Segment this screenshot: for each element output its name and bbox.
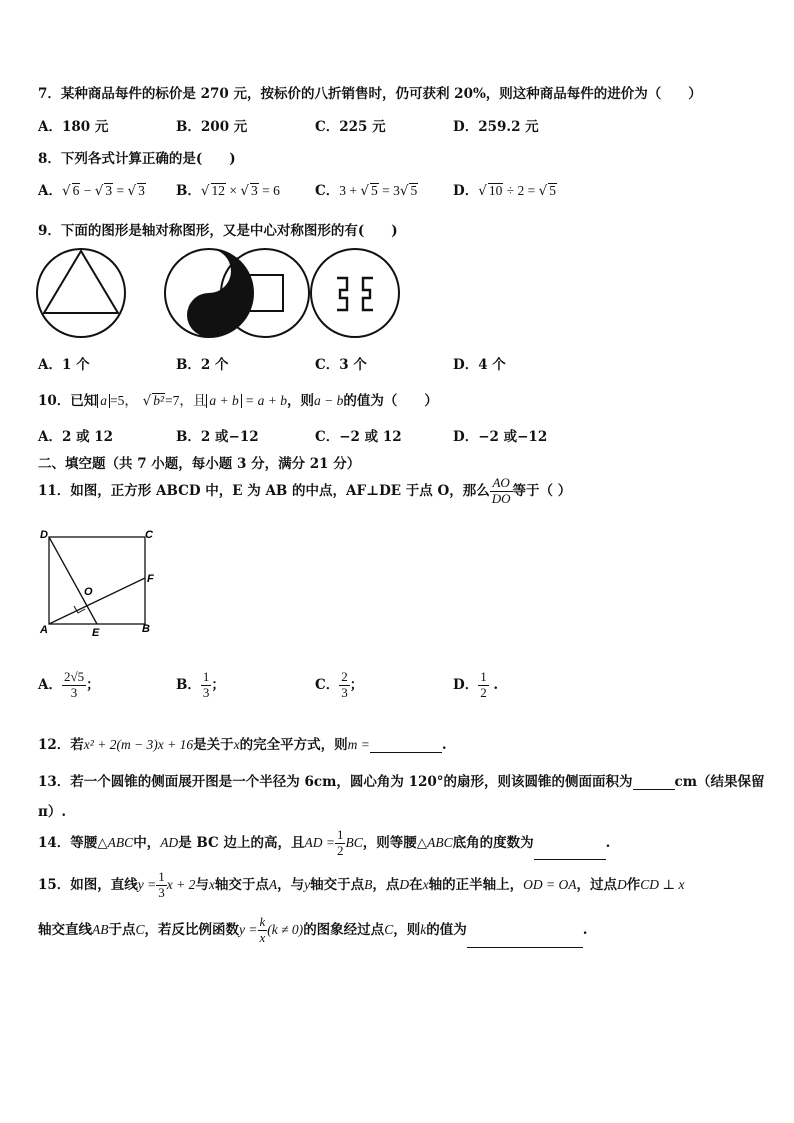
question-11-option-b: B． $\frac{1}{3}$ ；	[176, 669, 225, 700]
answer-blank[interactable]	[370, 752, 442, 753]
question-8-option-c: C．3 + √ 5 = 3√ 5	[315, 183, 418, 199]
question-13-line2: π）.	[38, 804, 67, 820]
segment-af	[49, 578, 145, 624]
answer-blank[interactable]	[633, 789, 675, 790]
label-c: C	[145, 529, 153, 541]
answer-blank[interactable]	[534, 859, 606, 860]
question-7-option-d: D．259.2 元	[453, 119, 539, 135]
question-7-stem: 7．某种商品每件的标价是 270 元，按标价的八折销售时，仍可获利 20%，则这种商品每件的进价为（ ）	[38, 86, 702, 102]
question-11-stem: 11．如图，正方形 ABCD 中，E 为 AB 的中点，AF⊥DE 于点 O，那么 $\frac{AO}{DO}$ 等于（ ）	[38, 475, 572, 506]
question-10-option-d: D．−2 或−12	[453, 429, 548, 445]
question-10-option-c: C．−2 或 12	[315, 429, 402, 445]
question-9-option-a: A．1 个	[38, 357, 90, 373]
label-d: D	[40, 529, 48, 541]
label-a: A	[40, 624, 48, 636]
section-2-heading: 二、填空题（共 7 小题，每小题 3 分，满分 21 分）	[38, 456, 361, 472]
question-10-option-a: A．2 或 12	[38, 429, 114, 445]
label-o: O	[84, 586, 93, 598]
square-abcd-figure	[34, 526, 164, 642]
circle-pattern-figure	[311, 249, 399, 337]
label-e: E	[92, 627, 100, 639]
question-11-option-c: C． $\frac{2}{3}$ ；	[315, 669, 364, 700]
question-14-stem: 14．等腰△ABC中，AD是 BC 边上的高，且AD = $\frac{1}{2}$ BC，则等腰△ABC底角的度数为 .	[38, 827, 611, 858]
question-7-option-c: C．225 元	[315, 119, 386, 135]
question-11-option-a: A． $\frac{2√5}{3}$ ；	[38, 669, 100, 700]
label-f: F	[147, 573, 154, 585]
label-b: B	[142, 623, 150, 635]
question-9-option-b: B．2 个	[176, 357, 229, 373]
question-10-option-b: B．2 或−12	[176, 429, 259, 445]
answer-blank[interactable]	[467, 947, 583, 948]
question-7-option-a: A．180 元	[38, 119, 109, 135]
question-9-option-c: C．3 个	[315, 357, 367, 373]
question-15-line2: 轴交直线AB于点C，若反比例函数y = $\frac{k}{x}$ (k ≠ 0)的图象经过点C，则k的值为 .	[38, 912, 587, 948]
question-12-stem: 12．若x² + 2(m − 3)x + 16是关于x的完全平方式，则m = .	[38, 737, 447, 753]
square-outline	[49, 537, 145, 624]
symmetry-figures	[36, 248, 406, 340]
question-8-stem: 8．下列各式计算正确的是( )	[38, 151, 236, 167]
question-8-option-d: D．√ 10 ÷ 2 = √ 5	[453, 183, 556, 199]
question-7-option-b: B．200 元	[176, 119, 248, 135]
question-8-option-a: A．√ 6 − √ 3 = √ 3	[38, 183, 145, 199]
question-11-option-d: D． $\frac{1}{2}$ .	[453, 669, 499, 700]
question-13-line1: 13．若一个圆锥的侧面展开图是一个半径为 6cm，圆心角为 120°的扇形，则该圆锥的侧面面积为 cm（结果保留	[38, 774, 765, 790]
question-10-stem: 10．已知 a =5， √ b²=7，且 a + b = a + b，则a − b的值为（ ）	[38, 393, 438, 409]
question-15-line1: 15．如图，直线y = $\frac{1}{3}$ x + 2与x轴交于点A，与y轴交于点B，点D在x轴的正半轴上，OD = OA，过点D作CD ⊥ x	[38, 869, 685, 900]
circle-triangle-figure	[37, 249, 125, 337]
question-8-option-b: B．√ 12 × √ 3 = 6	[176, 183, 280, 199]
yin-yang-figure	[165, 249, 253, 337]
question-9-option-d: D．4 个	[453, 357, 506, 373]
question-9-stem: 9．下面的图形是轴对称图形，又是中心对称图形的有( )	[38, 223, 398, 239]
segment-de	[49, 537, 97, 624]
